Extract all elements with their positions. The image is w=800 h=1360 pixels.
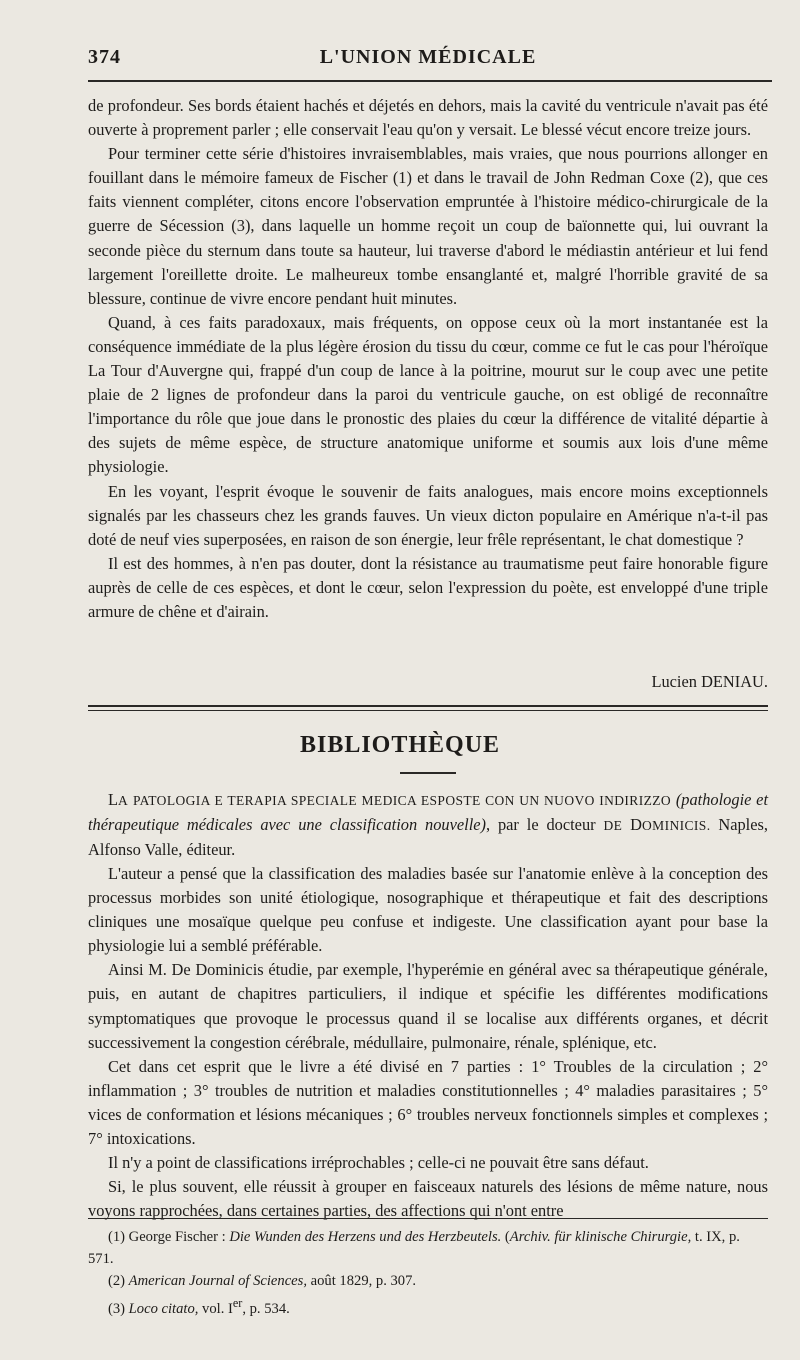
journal-title: L'UNION MÉDICALE xyxy=(319,46,537,68)
footnote-1-author: (1) George Fischer : xyxy=(108,1229,230,1245)
author-initial: D xyxy=(630,815,643,835)
footnote-1-paren: ( xyxy=(501,1229,510,1245)
page-number: 374 xyxy=(88,46,121,68)
review-paragraph-4: Il n'y a point de classifications irréprochables ; celle-ci ne pouvait être sans défaut. xyxy=(108,1153,649,1173)
footnote-2-journal: American Journal of Sciences, xyxy=(128,1273,307,1289)
review-text xyxy=(88,862,768,1223)
author-signature xyxy=(88,670,768,694)
review-paragraph-5: Si, le plus souvent, elle réussit à grouper en faisceaux naturels des lésions de même nature, nous voyons rapprochées, dans certaines parties, des affections qui n'ont entre xyxy=(88,1177,768,1221)
footnote-1-journal: Archiv. für klinische Chirurgie, xyxy=(509,1229,692,1245)
section-title-underline xyxy=(400,772,456,774)
section-title: BIBLIOTHÈQUE xyxy=(299,732,501,758)
footnote-2-date: août 1829, p. 307. xyxy=(307,1273,417,1289)
book-title-initial-rest: A xyxy=(118,793,129,808)
footnotes xyxy=(88,1226,768,1320)
book-translated-title: (pathologie et thérapeutique médicales avec une classification nouvelle) xyxy=(88,790,768,835)
footnote-2-number: (2) xyxy=(108,1273,129,1289)
article-paragraph-2: Pour terminer cette série d'histoires invraisemblables, mais vraies, que nous pourrions allonger en fouillant dans le mémoire fameux de Fischer (1) et dans le travail de John Redman Coxe (2), que ces faits viennent compléter, citons encore l'observation empruntée à l'histoire médico-chirurgicale de la guerre de Sécession (3), dans laquelle un homme reçoit un coup de baïonnette qui, lui ouvrant la seconde pièce du sternum dans toute sa hauteur, lui traverse d'abord le médiastin antérieur et lui fend largement l'oreillette droite. Le malheureux tombe ensanglanté et, malgré l'horrible gravité de sa blessure, continue de vivre encore pendant huit minutes. xyxy=(88,144,768,308)
book-reference xyxy=(88,788,768,862)
footnote-1-title: Die Wunden des Herzens und des Herzbeutels. xyxy=(229,1229,502,1245)
review-paragraph-3: Cet dans cet esprit que le livre a été divisé en 7 parties : 1° Troubles de la circulation ; 2° inflammation ; 3° troubles de nutrition et maladies constitutionnelles ; 4° maladies parasitaires ; 5° vices de conformation et lésions mécaniques ; 6° troubles nerveux fonctionnels simples et complexes ; 7° intoxications. xyxy=(88,1056,768,1149)
footnote-rule xyxy=(88,1218,768,1219)
footnote-1 xyxy=(88,1226,768,1270)
footnote-1-pages: t. IX, p. 571. xyxy=(88,1229,740,1267)
footnote-3-ref: Loco citato, xyxy=(128,1300,199,1317)
section-separator xyxy=(88,705,768,711)
book-original-title: PATOLOGIA E TERAPIA SPECIALE MEDICA ESPOSTE CON UN NUOVO INDIRIZZO xyxy=(132,793,672,808)
signature-first-name: Lucien xyxy=(651,672,697,691)
footnote-3-volume: vol. I xyxy=(198,1300,233,1317)
book-publisher: Naples, Alfonso Valle, éditeur. xyxy=(88,815,768,860)
article-continuation xyxy=(88,94,768,624)
page-header xyxy=(88,46,768,76)
article-paragraph-5: Il est des hommes, à n'en pas douter, dont la résistance au traumatisme peut faire honorable figure auprès de celle de ces espèces, et dont le cœur, selon l'expression du poète, est enveloppé d'une triple armure de chêne et d'airain. xyxy=(88,553,768,621)
book-by: , par le docteur xyxy=(486,815,596,835)
footnote-3-sup: er xyxy=(232,1296,243,1310)
footnote-3-page: , p. 534. xyxy=(242,1300,290,1317)
signature-last-initial: D xyxy=(701,672,713,691)
footnote-3-number: (3) xyxy=(108,1300,129,1317)
author-particle: DE xyxy=(603,818,623,834)
review-paragraph-2: Ainsi M. De Dominicis étudie, par exemple, l'hyperémie en général avec sa thérapeutique générale, puis, en autant de chapitres particuliers, il indique et spécifie les différentes modifications symptomatiques que provoque le processus quand il se localise aux différents organes, et décrit successivement la congestion cérébrale, médullaire, pulmonaire, rénale, splénique, etc. xyxy=(88,960,768,1052)
article-paragraph-1: de profondeur. Ses bords étaient hachés et déjetés en dehors, mais la cavité du ventricule n'avait pas été ouverte à proprement parler ; elle conservait l'eau qu'on y versait. Le blessé vécut encore treize jours. xyxy=(88,96,768,140)
review-paragraph-1: L'auteur a pensé que la classification des maladies basée sur l'anatomie enlève à la conception des processus morbides son unité étiologique, nosographique et thérapeutique et fait des descriptions cliniques une mosaïque quelque peu confuse et indigeste. Une classification ayant pour base la physiologie lui a semblé préférable. xyxy=(88,864,768,956)
author-name-rest: OMINICIS. xyxy=(642,818,711,834)
book-title-initial: L xyxy=(108,790,119,809)
footnote-3 xyxy=(88,1292,768,1320)
bibliography-entry xyxy=(88,788,768,862)
signature-last-rest: ENIAU. xyxy=(712,672,768,691)
article-paragraph-4: En les voyant, l'esprit évoque le souvenir de faits analogues, mais encore moins exceptionnels signalés par les chasseurs chez les grands fauves. Un vieux dicton populaire en Amérique n'a-t-il pas doté de neuf vies superposées, en raison de son énergie, leur frêle représentant, le chat domestique ? xyxy=(88,481,768,549)
footnote-2 xyxy=(88,1270,768,1292)
article-paragraph-3: Quand, à ces faits paradoxaux, mais fréquents, on oppose ceux où la mort instantanée est la conséquence immédiate de la plus légère érosion du tissu du cœur, comme ce fut le cas pour l'héroïque La Tour d'Auvergne qui, frappé d'un coup de lance à la poitrine, mourut sur le coup avec une petite plaie de 2 lignes de profondeur dans la paroi du ventricule gauche, on est obligé de reconnaître l'importance du rôle que joue dans le pronostic des plaies du cœur la différence de vitalité départie à des sujets de même espèce, de structure anatomique uniforme et soumis aux lois d'une même physiologie. xyxy=(88,312,768,477)
header-rule xyxy=(88,80,772,82)
